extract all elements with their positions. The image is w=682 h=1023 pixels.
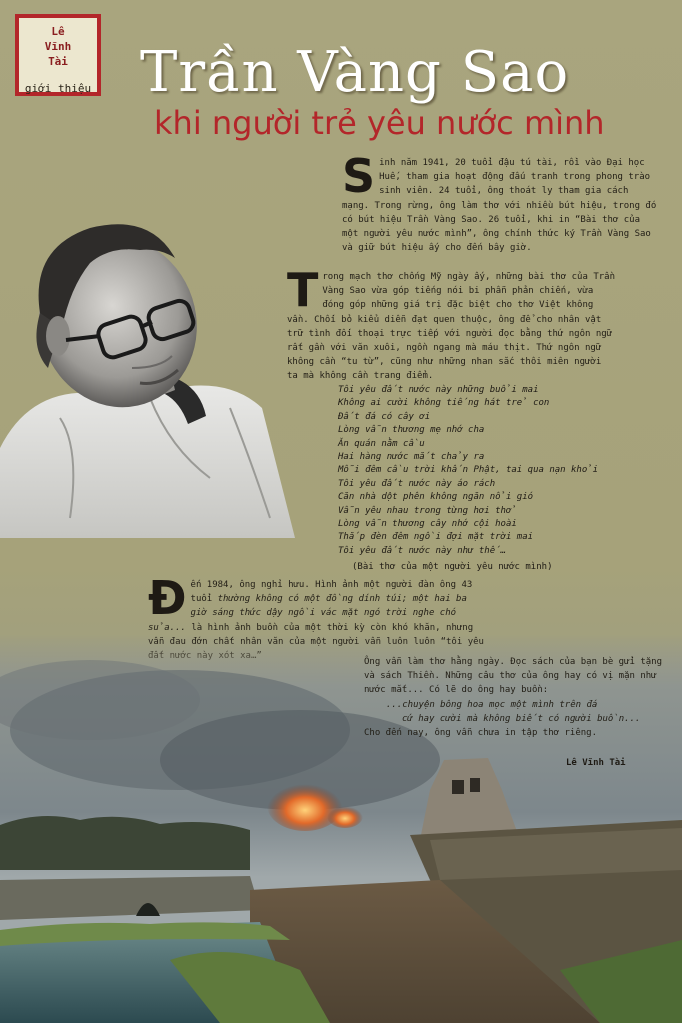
dropcap-t: T	[287, 263, 319, 317]
tag-line-1: Lê	[51, 25, 65, 38]
poem-line: Mỗi đêm cầu trời khấn Phật, tai qua nạn khỏi	[338, 465, 599, 476]
poem-line: Không ai cười không tiếng hát trẻ con	[338, 398, 550, 409]
poem-line: Tôi yêu đất nước này những buổi mai	[338, 385, 539, 395]
poem-line: Tôi yêu đất nước này áo rách	[338, 478, 496, 489]
tag-line-3: Tài	[48, 55, 68, 68]
poem-line: Lòng vẫn thương cây nhớ cội hoài	[338, 519, 517, 530]
paragraph-3-text-b: là hình ảnh buồn của một thời kỳ còn khó khăn, nhưng	[191, 622, 474, 633]
paragraph-1	[342, 149, 660, 255]
paragraph-2-text: rong mạch thơ chống Mỹ ngày ấy, những bài thơ của Trần Vàng Sao vừa góp tiếng nói bi phẫn phản chiến, vừa đóng góp những giá trị đặc biệt cho thơ Việt không vần. Chối bỏ kiểu diễn đạt quen thuộc, ông để cho nhân vật trữ tình đối thoại trực tiếp với người đọc bằng thứ ngôn ngữ rất gần với văn xuôi, ngồn ngang mà máu thịt. Thứ ngôn ngữ không cần “tu từ”, cũng như những nhan sắc thôi miên người ta mà không cần trang điểm.	[287, 272, 615, 382]
paragraph-1-text: inh năm 1941, 20 tuổi đậu tú tài, rồi vào Đại học Huế, tham gia hoạt động đấu tranh trong phong trào sinh viên. 24 tuổi, ông thoát ly tham gia cách mạng. Trong rừng, ông làm thơ với nhiều bút hiệu, trong đó có bút hiệu Trần Vàng Sao. 26 tuổi, khi in “Bài thơ của một người yêu nước mình”, ông chính thức ký Trần Vàng Sao và giữ bút hiệu ấy cho đến bây giờ.	[342, 158, 657, 254]
tag-line-4: giới thiệu	[24, 82, 92, 95]
poem-excerpt	[338, 384, 638, 575]
poem-line: Hai hàng nước mắt chảy ra	[338, 452, 485, 463]
page-title: Trần Vàng Sao	[140, 40, 570, 105]
author-signature: Lê Vĩnh Tài	[566, 758, 626, 768]
poem-line: Đất đá có cây ơi	[338, 411, 431, 422]
poem-line: Thắp đèn đêm ngồi đợi mặt trời mai	[338, 532, 534, 543]
paragraph-4-quote-2: cứ hay cười mà không biết có người buồn...	[402, 713, 641, 724]
paragraph-4	[364, 655, 670, 740]
page-subtitle: khi người trẻ yêu nước mình	[154, 104, 605, 142]
paragraph-3-text-a: ến 1984, ông nghỉ hưu. Hình ảnh một người đàn ông 43 tuổi	[190, 580, 473, 605]
dropcap-s: S	[342, 149, 376, 203]
poem-line: Lòng vẫn thương mẹ nhớ cha	[338, 425, 485, 436]
poem-line: Căn nhà dột phên không ngăn nổi gió	[338, 492, 534, 503]
poem-source: (Bài thơ của một người yêu nước mình)	[352, 562, 553, 573]
paragraph-4-text-b: Cho đến nay, ông vẫn chưa in tập thơ riêng.	[364, 728, 597, 739]
poem-line: Vẫn yêu nhau trong từng hơi thở	[338, 505, 517, 516]
poem-line: Ăn quán nằm cầu	[338, 438, 425, 449]
author-tag	[15, 14, 101, 96]
portrait-photo	[0, 218, 300, 548]
paragraph-4-text-a: Ông vẫn làm thơ hằng ngày. Đọc sách của bạn bè gửi tặng và sách Thiền. Những câu thơ của ông hay có vị mặn như nước mắt... Có lẽ do ông hay buồn:	[364, 657, 663, 696]
paragraph-4-quote-1: ...chuyện bông hoa mọc một mình trên đá	[386, 699, 598, 710]
paragraph-3-italic: thường không có một đồng dính túi; một hai ba giờ sáng thức dậy ngồi vác mặt ngó trời nghe chó sủa...	[148, 594, 467, 633]
tag-line-2: Vĩnh	[44, 40, 72, 53]
dropcap-d: Đ	[148, 571, 187, 625]
paragraph-2	[287, 263, 615, 384]
poem-line: Tôi yêu đất nước này như thế…	[338, 545, 506, 556]
